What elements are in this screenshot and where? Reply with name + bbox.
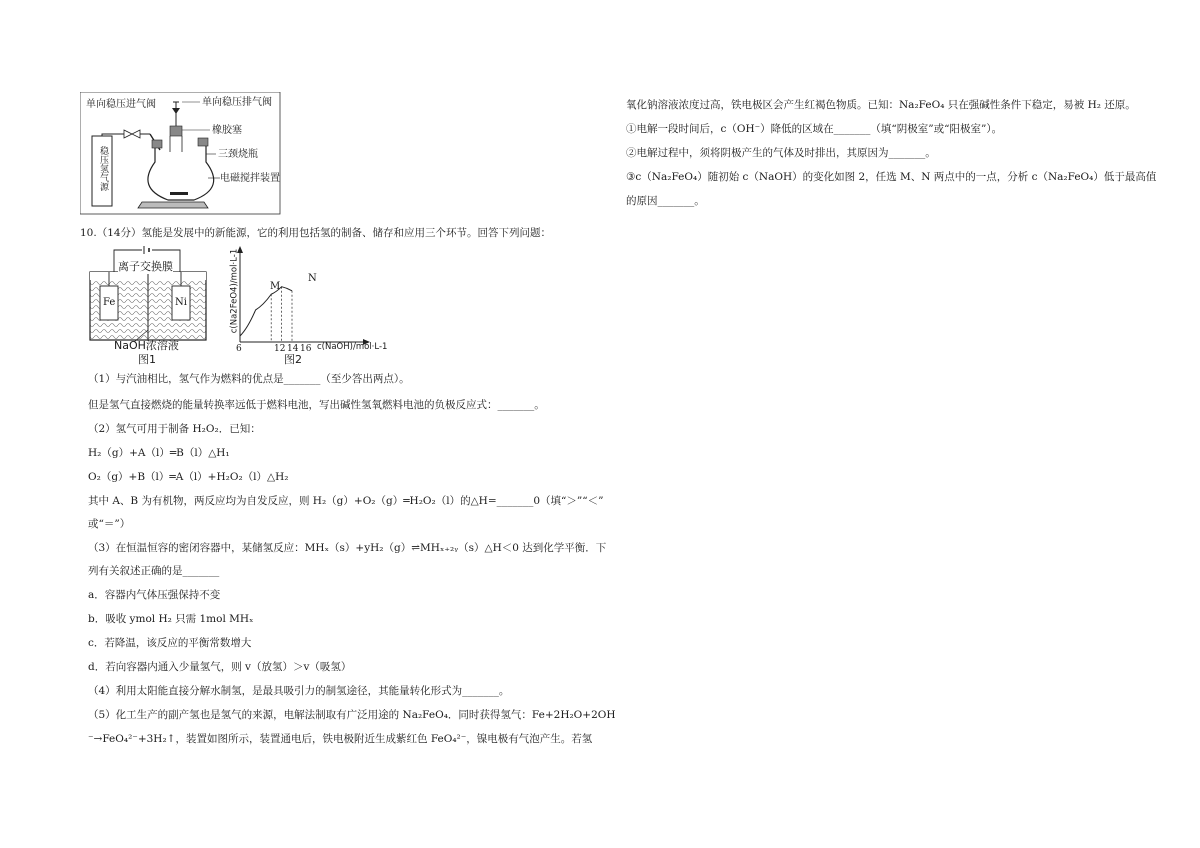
apparatus-figure [80, 92, 290, 216]
q10-part1-a: （1）与汽油相比，氢气作为燃料的优点是_______（至少答出两点）。 [88, 373, 410, 385]
q10-option-a: a．容器内气体压强保持不变 [88, 589, 221, 601]
hydrogen-source-label: 稳压氢气源 [98, 146, 108, 191]
membrane-label: 离子交换膜 [118, 260, 173, 273]
inlet-valve-label: 单向稳压进气阀 [86, 99, 156, 110]
q10-option-c: c．若降温，该反应的平衡常数增大 [88, 637, 252, 649]
q10-part3-a: （3）在恒温恒容的密闭容器中，某储氢反应：MHₓ（s）+yH₂（g）⇌MHₓ₊₂ᵧ（s）△H＜0 达到化学平衡．下 [88, 542, 607, 554]
right-line-4: ③c（Na₂FeO₄）随初始 c（NaOH）的变化如图 2，任选 M、N 两点中的一点，分析 c（Na₂FeO₄）低于最高值 [626, 171, 1157, 183]
stirrer-label: 电磁搅拌装置 [220, 173, 280, 184]
q10-part2-question-cont: 或“＝”） [88, 518, 131, 530]
origin-label: 6 [236, 344, 242, 354]
q10-part2-eq2: O₂（g）+B（l）═A（l）+H₂O₂（l）△H₂ [88, 471, 289, 483]
ni-electrode-label: Ni [175, 297, 187, 308]
rubber-stopper-label: 橡胶塞 [212, 125, 242, 136]
q10-part5-b: ⁻→FeO₄²⁻+3H₂↑，装置如图所示，装置通电后，铁电极附近生成紫红色 FeO₄²⁻，镍电极有气泡产生。若氢 [88, 733, 593, 745]
tick-12: 12 [274, 344, 286, 354]
y-axis-label: c(Na2FeO4)/mol·L-1 [229, 248, 240, 334]
q10-option-b: b．吸收 ymol H₂ 只需 1mol MHₓ [88, 613, 254, 625]
tick-16: 16 [300, 344, 312, 354]
tick-14: 14 [287, 344, 299, 354]
right-line-2: ①电解一段时间后，c（OH⁻）降低的区域在_______（填“阴极室”或“阳极室”）。 [626, 123, 1003, 135]
figure-2 [226, 244, 396, 368]
q10-part3-b: 列有关叙述正确的是_______ [88, 565, 220, 577]
q10-part2-question: 其中 A、B 为有机物，两反应均为自发反应，则 H₂（g）+O₂（g）═H₂O₂（l）的△H=_______0（填“＞”“＜” [88, 495, 604, 507]
q10-header: 10.（14分）氢能是发展中的新能源，它的利用包括氢的制备、储存和应用三个环节。回答下列问题： [80, 227, 552, 239]
q10-part2-a: （2）氢气可用于制备 H₂O₂．已知： [88, 423, 261, 435]
solution-label: NaOH浓溶液 [114, 339, 179, 352]
right-line-5: 的原因_______。 [626, 195, 705, 207]
q10-option-d: d．若向容器内通入少量氢气，则 v（放氢）＞v（吸氢） [88, 661, 352, 673]
right-line-3: ②电解过程中，须将阴极产生的气体及时排出，其原因为_______。 [626, 147, 936, 159]
q10-part2-eq1: H₂（g）+A（l）═B（l）△H₁ [88, 447, 230, 459]
point-m-label: M [270, 281, 281, 292]
x-axis-label: c(NaOH)/mol·L-1 [317, 342, 388, 352]
q10-part1-b: 但是氢气直接燃烧的能量转换率远低于燃料电池，写出碱性氢氧燃料电池的负极反应式：_______。 [88, 399, 545, 411]
right-line-1: 氧化钠溶液浓度过高，铁电极区会产生红褐色物质。已知：Na₂FeO₄ 只在强碱性条件下稳定，易被 H₂ 还原。 [626, 99, 1136, 111]
q10-part5-a: （5）化工生产的副产氢也是氢气的来源，电解法制取有广泛用途的 Na₂FeO₄．同时获得氢气：Fe+2H₂O+2OH [88, 709, 616, 721]
flask-label: 三颈烧瓶 [218, 149, 258, 160]
figure-1 [86, 244, 216, 368]
fe-electrode-label: Fe [103, 297, 116, 308]
figure-1-caption: 图1 [138, 353, 156, 366]
q10-part4: （4）利用太阳能直接分解水制氢，是最具吸引力的制氢途径，其能量转化形式为_______。 [88, 685, 510, 697]
concentration-curve [240, 287, 292, 336]
point-n-label: N [308, 273, 317, 284]
outlet-valve-label: 单向稳压排气阀 [202, 97, 272, 108]
figure-2-caption: 图2 [284, 353, 302, 366]
